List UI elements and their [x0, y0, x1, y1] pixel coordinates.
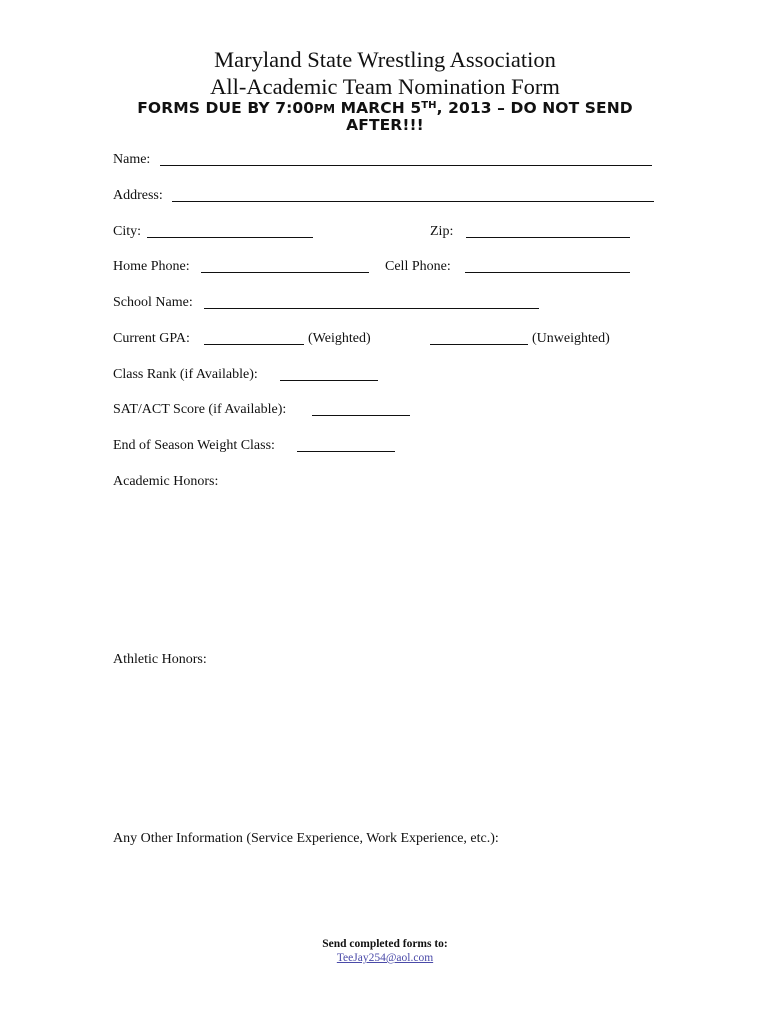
address-label: Address: — [113, 188, 163, 203]
weight-class-label: End of Season Weight Class: — [113, 438, 275, 453]
home-phone-label: Home Phone: — [113, 259, 190, 274]
form-title: All-Academic Team Nomination Form — [210, 74, 560, 99]
athletic-honors-label: Athletic Honors: — [113, 652, 207, 667]
class-rank-field[interactable] — [280, 380, 378, 381]
current-gpa-label: Current GPA: — [113, 331, 190, 346]
weight-class-field[interactable] — [297, 451, 395, 452]
send-to-text: Send completed forms to: — [322, 938, 448, 950]
deadline-line-2: AFTER!!! — [346, 116, 424, 134]
email-link[interactable]: TeeJay254@aol.com — [336, 952, 434, 964]
name-label: Name: — [113, 152, 151, 167]
school-name-label: School Name: — [113, 295, 193, 310]
city-label: City: — [113, 224, 142, 239]
sat-act-label: SAT/ACT Score (if Available): — [113, 402, 287, 417]
sat-act-field[interactable] — [312, 415, 410, 416]
other-info-label: Any Other Information (Service Experience, Work Experience, etc.): — [113, 831, 499, 846]
address-field[interactable] — [172, 201, 654, 202]
school-name-field[interactable] — [204, 308, 539, 309]
home-phone-field[interactable] — [201, 272, 369, 273]
weighted-gpa-field[interactable] — [204, 344, 304, 345]
zip-label: Zip: — [430, 224, 454, 239]
name-field[interactable] — [160, 165, 652, 166]
zip-field[interactable] — [466, 237, 630, 238]
organization-title: Maryland State Wrestling Association — [214, 47, 556, 72]
class-rank-label: Class Rank (if Available): — [113, 367, 258, 382]
cell-phone-label: Cell Phone: — [385, 259, 451, 274]
academic-honors-label: Academic Honors: — [113, 474, 219, 489]
weighted-label: (Weighted) — [308, 331, 371, 346]
deadline-line-1: FORMS DUE BY 7:00PM MARCH 5TH, 2013 – DO NOT SEND — [137, 99, 633, 117]
unweighted-gpa-field[interactable] — [430, 344, 528, 345]
city-field[interactable] — [147, 237, 313, 238]
cell-phone-field[interactable] — [465, 272, 630, 273]
unweighted-label: (Unweighted) — [532, 331, 610, 346]
